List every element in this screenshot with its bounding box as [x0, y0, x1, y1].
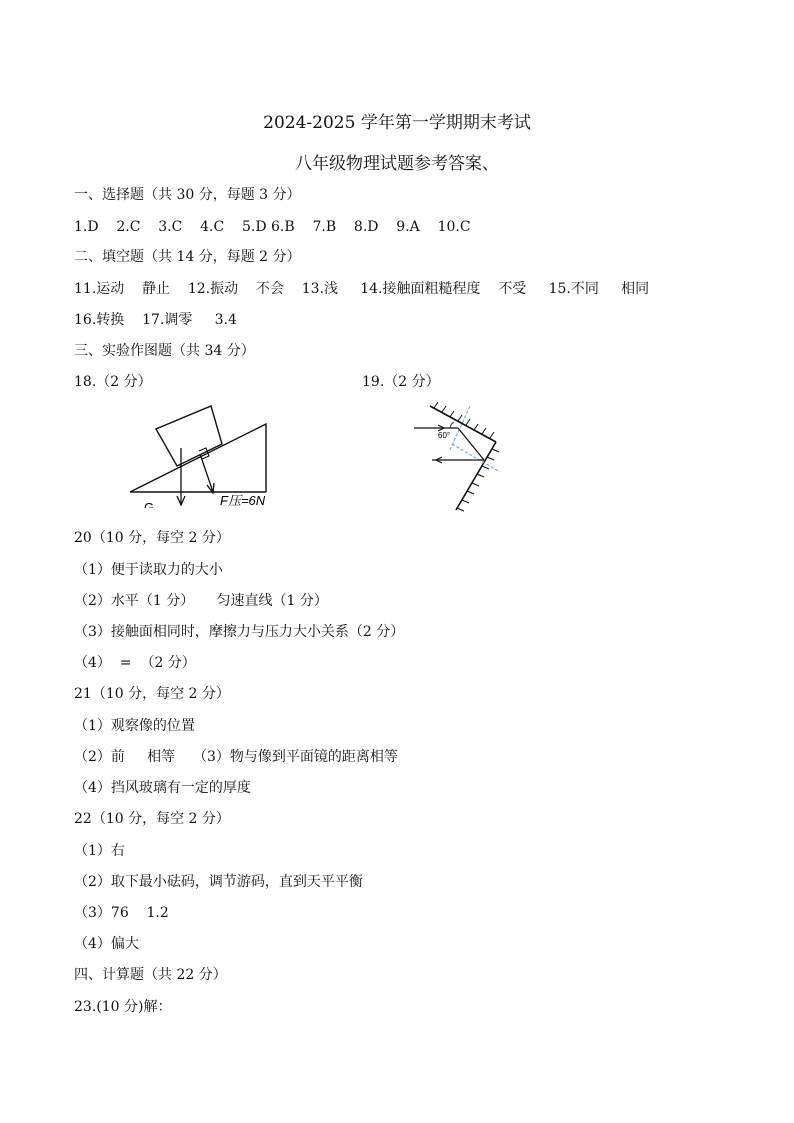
q23-header: 23.(10 分)解： [74, 999, 172, 1015]
q21-answer-1: （1）观察像的位置 [74, 718, 195, 734]
q21-answer-2: （2）前 相等 （3）物与像到平面镜的距离相等 [74, 749, 398, 765]
q19-angle-label: 60° [438, 431, 451, 440]
svg-text:G: G [144, 500, 155, 508]
section-1-answers: 1.D 2.C 3.C 4.C 5.D 6.B 7.B 8.D 9.A 10.C [74, 219, 471, 235]
section-1-header: 一、选择题（共 30 分，每题 3 分） [74, 187, 301, 203]
section-3-header: 三、实验作图题（共 34 分） [74, 343, 255, 359]
q21-answer-4: （4）挡风玻璃有一定的厚度 [74, 780, 251, 796]
section-4-header: 四、计算题（共 22 分） [74, 967, 227, 983]
section-2-answers-line-1: 11.运动 静止 12.振动 不会 13.浅 14.接触面粗糙程度 不受 15.不同 相同 [74, 281, 650, 297]
q18-force-label: F压=6N [220, 493, 266, 508]
q22-answer-3: （3）76 1.2 [74, 905, 169, 921]
section-2-answers-line-2: 16.转换 17.调零 3.4 [74, 312, 237, 328]
exam-title: 2024-2025 学年第一学期期末考试 [263, 113, 531, 133]
q22-answer-1: （1）右 [74, 843, 125, 859]
answer-key-subtitle: 八年级物理试题参考答案、 [295, 154, 499, 174]
q18-label: 18.（2 分） [74, 374, 152, 390]
q22-answer-2: （2）取下最小砝码，调节游码，直到天平平衡 [74, 874, 363, 890]
section-2-header: 二、填空题（共 14 分，每题 2 分） [74, 249, 301, 265]
q20-answer-3: （3）接触面相同时，摩擦力与压力大小关系（2 分） [74, 624, 405, 640]
q20-answer-1: （1）便于读取力的大小 [74, 562, 223, 578]
q18-incline-figure [120, 396, 280, 508]
q21-header: 21（10 分，每空 2 分） [74, 686, 230, 702]
q22-header: 22（10 分，每空 2 分） [74, 811, 230, 827]
q20-answer-4: （4） = （2 分） [74, 655, 196, 671]
q20-header: 20（10 分，每空 2 分） [74, 530, 230, 546]
q20-answer-2: （2）水平（1 分） 匀速直线（1 分） [74, 593, 328, 609]
q19-mirror-reflection-figure [410, 400, 510, 512]
q22-answer-4: （4）偏大 [74, 936, 139, 952]
q19-label: 19.（2 分） [362, 374, 440, 390]
